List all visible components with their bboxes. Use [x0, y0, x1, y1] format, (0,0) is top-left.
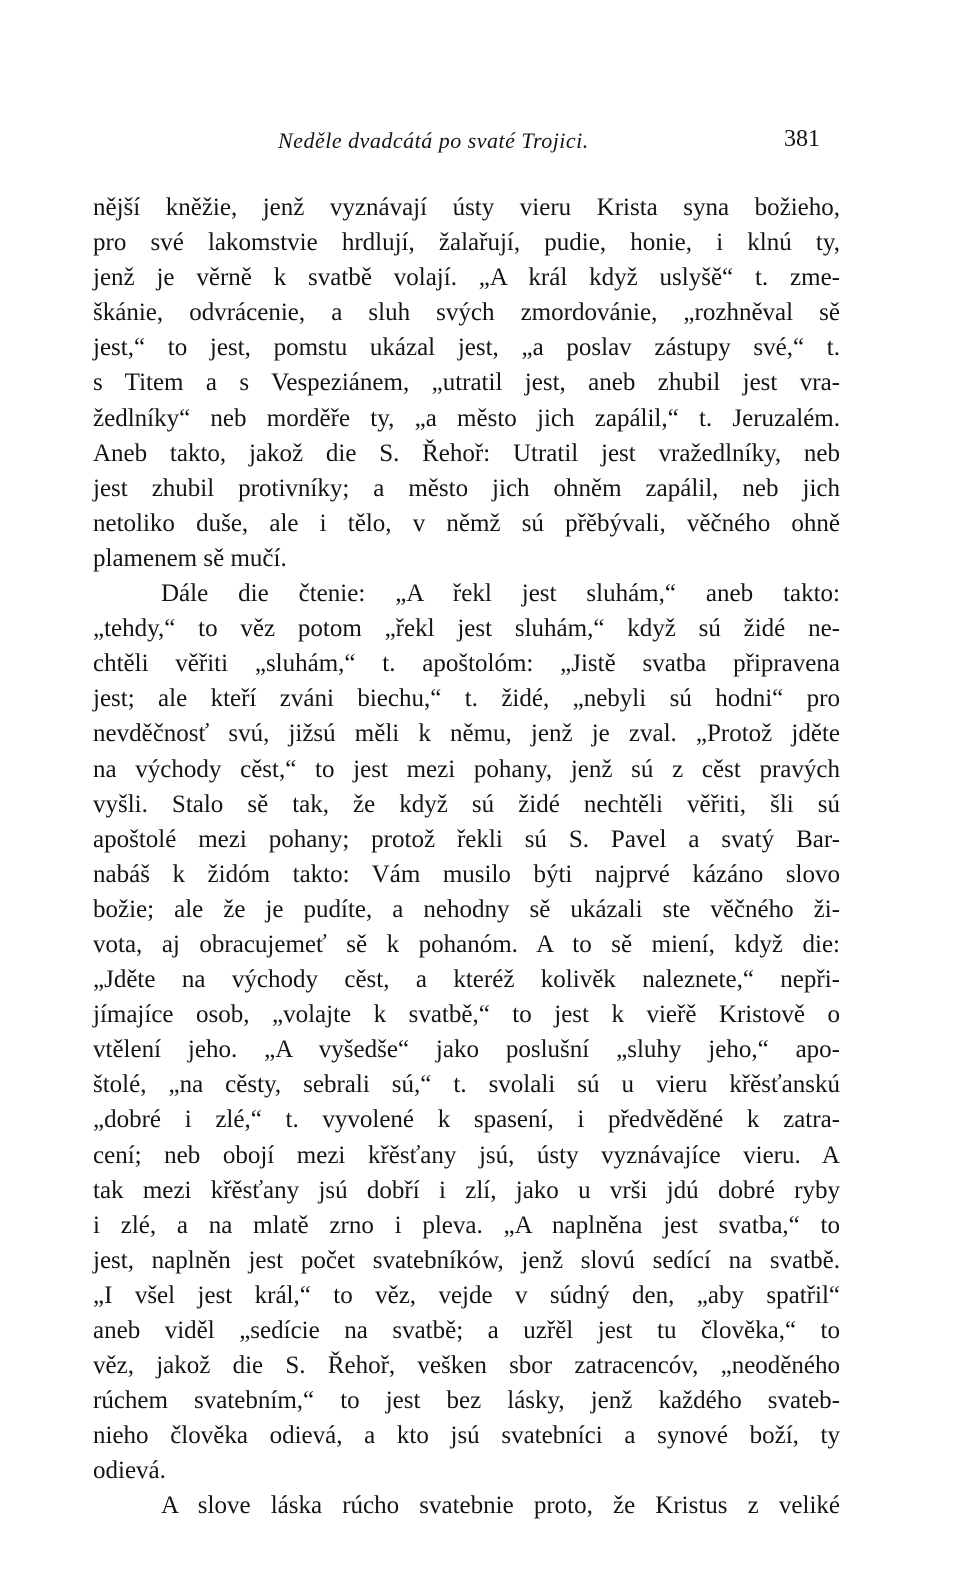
- text-line: s Titem a s Vespeziánem, „utratil jest, aneb zhubil jest vra-: [93, 369, 840, 397]
- text-line: vtělení jeho. „A vyšedše“ jako poslušní „sluhy jeho,“ apo-: [93, 1036, 840, 1064]
- text-line: božie; ale že je pudíte, a nehodny sě ukázali ste věčného ži-: [93, 895, 840, 923]
- page-number: 381: [784, 126, 820, 152]
- text-line: apoštolé mezi pohany; protož řekli sú S. Pavel a svatý Bar-: [93, 825, 840, 853]
- text-line: i zlé, a na mlatě zrno i pleva. „A naplněna jest svatba,“ to: [93, 1211, 840, 1239]
- text-line: cení; neb obojí mezi křěsťany jsú, ústy vyznávajíce vieru. A: [93, 1141, 840, 1169]
- text-line: věz, jakož die S. Řehoř, vešken sbor zatracencóv, „neoděného: [93, 1352, 840, 1380]
- text-line: A slove láska rúcho svatebnie proto, že Kristus z veliké: [161, 1492, 840, 1520]
- text-line: chtěli věřiti „sluhám,“ t. apoštolóm: „Jistě svatba připravena: [93, 650, 840, 678]
- text-line: nější kněžie, jenž vyznávají ústy vieru Krista syna božieho,: [93, 194, 840, 221]
- text-line: pro své lakomstvie hrdlují, žalařují, pudie, honie, i klnú ty,: [93, 229, 840, 257]
- text-line: rúchem svatebním,“ to jest bez lásky, jenž každého svateb-: [93, 1387, 840, 1415]
- body-text: [93, 190, 840, 1524]
- text-line: žedlníky“ neb morděře ty, „a město jich zapálil,“ t. Jeruzalém.: [93, 404, 840, 432]
- running-title: Neděle dvadcátá po svaté Trojici.: [278, 128, 589, 153]
- text-line: vyšli. Stalo sě tak, že když sú židé nechtěli věřiti, šli sú: [93, 790, 840, 818]
- text-line: „Jděte na východy cěst, a kteréž kolivěk naleznete,“ nepři-: [93, 966, 840, 994]
- text-line: jest zhubil protivníky; a město jich ohněm zapálil, neb jich: [93, 474, 840, 502]
- text-line: štolé, „na cěsty, sebrali sú,“ t. svolali sú u vieru křěsťanskú: [93, 1071, 840, 1099]
- text-line: na východy cěst,“ to jest mezi pohany, jenž sú z cěst pravých: [93, 755, 840, 783]
- text-line: nevděčnosť svú, jižsú měli k němu, jenž je zval. „Protož jděte: [93, 720, 840, 748]
- text-line: vota, aj obracujemeť sě k pohanóm. A to sě miení, když die:: [93, 930, 840, 958]
- text-line: odievá.: [93, 1457, 166, 1485]
- text-line: „I všel jest král,“ to věz, vejde v súdný den, „aby spatřil“: [93, 1281, 840, 1309]
- text-line: jest,“ to jest, pomstu ukázal jest, „a poslav zástupy své,“ t.: [93, 334, 840, 362]
- text-line: tak mezi křěsťany jsú dobří i zlí, jako u vrši jdú dobré ryby: [93, 1176, 840, 1204]
- text-line: aneb viděl „sedície na svatbě; a uzřěl jest tu člověka,“ to: [93, 1317, 840, 1344]
- text-line: „tehdy,“ to věz potom „řekl jest sluhám,“ když sú židé ne-: [93, 615, 840, 643]
- text-line: nieho člověka odievá, a kto jsú svatebníci a synové boží, ty: [93, 1422, 840, 1450]
- text-line: škánie, odvrácenie, a sluh svých zmordovánie, „rozhněval sě: [93, 299, 840, 327]
- text-line: „dobré i zlé,“ t. vyvolené k spasení, i předvěděné k zatra-: [93, 1106, 840, 1134]
- text-line: netoliko duše, ale i tělo, v němž sú přěbývali, věčného ohně: [93, 509, 840, 537]
- text-line: nabáš k židóm takto: Vám musilo býti najprvé kázáno slovo: [93, 860, 840, 888]
- text-line: Aneb takto, jakož die S. Řehoř: Utratil jest vražedlníky, neb: [93, 439, 840, 467]
- text-line: Dále die čtenie: „A řekl jest sluhám,“ aneb takto:: [161, 580, 840, 608]
- text-line: jímajíce osob, „volajte k svatbě,“ to jest k vieřě Kristově o: [93, 1001, 840, 1029]
- text-line: jest, naplněn jest počet svatebníków, jenž slovú sedící na svatbě.: [93, 1246, 840, 1274]
- text-line: jest; ale kteří zváni biechu,“ t. židé, „nebyli sú hodni“ pro: [93, 685, 840, 713]
- text-line: jenž je věrně k svatbě volají. „A král když uslyšě“ t. zme-: [93, 264, 840, 292]
- text-line: plamenem sě mučí.: [93, 544, 287, 572]
